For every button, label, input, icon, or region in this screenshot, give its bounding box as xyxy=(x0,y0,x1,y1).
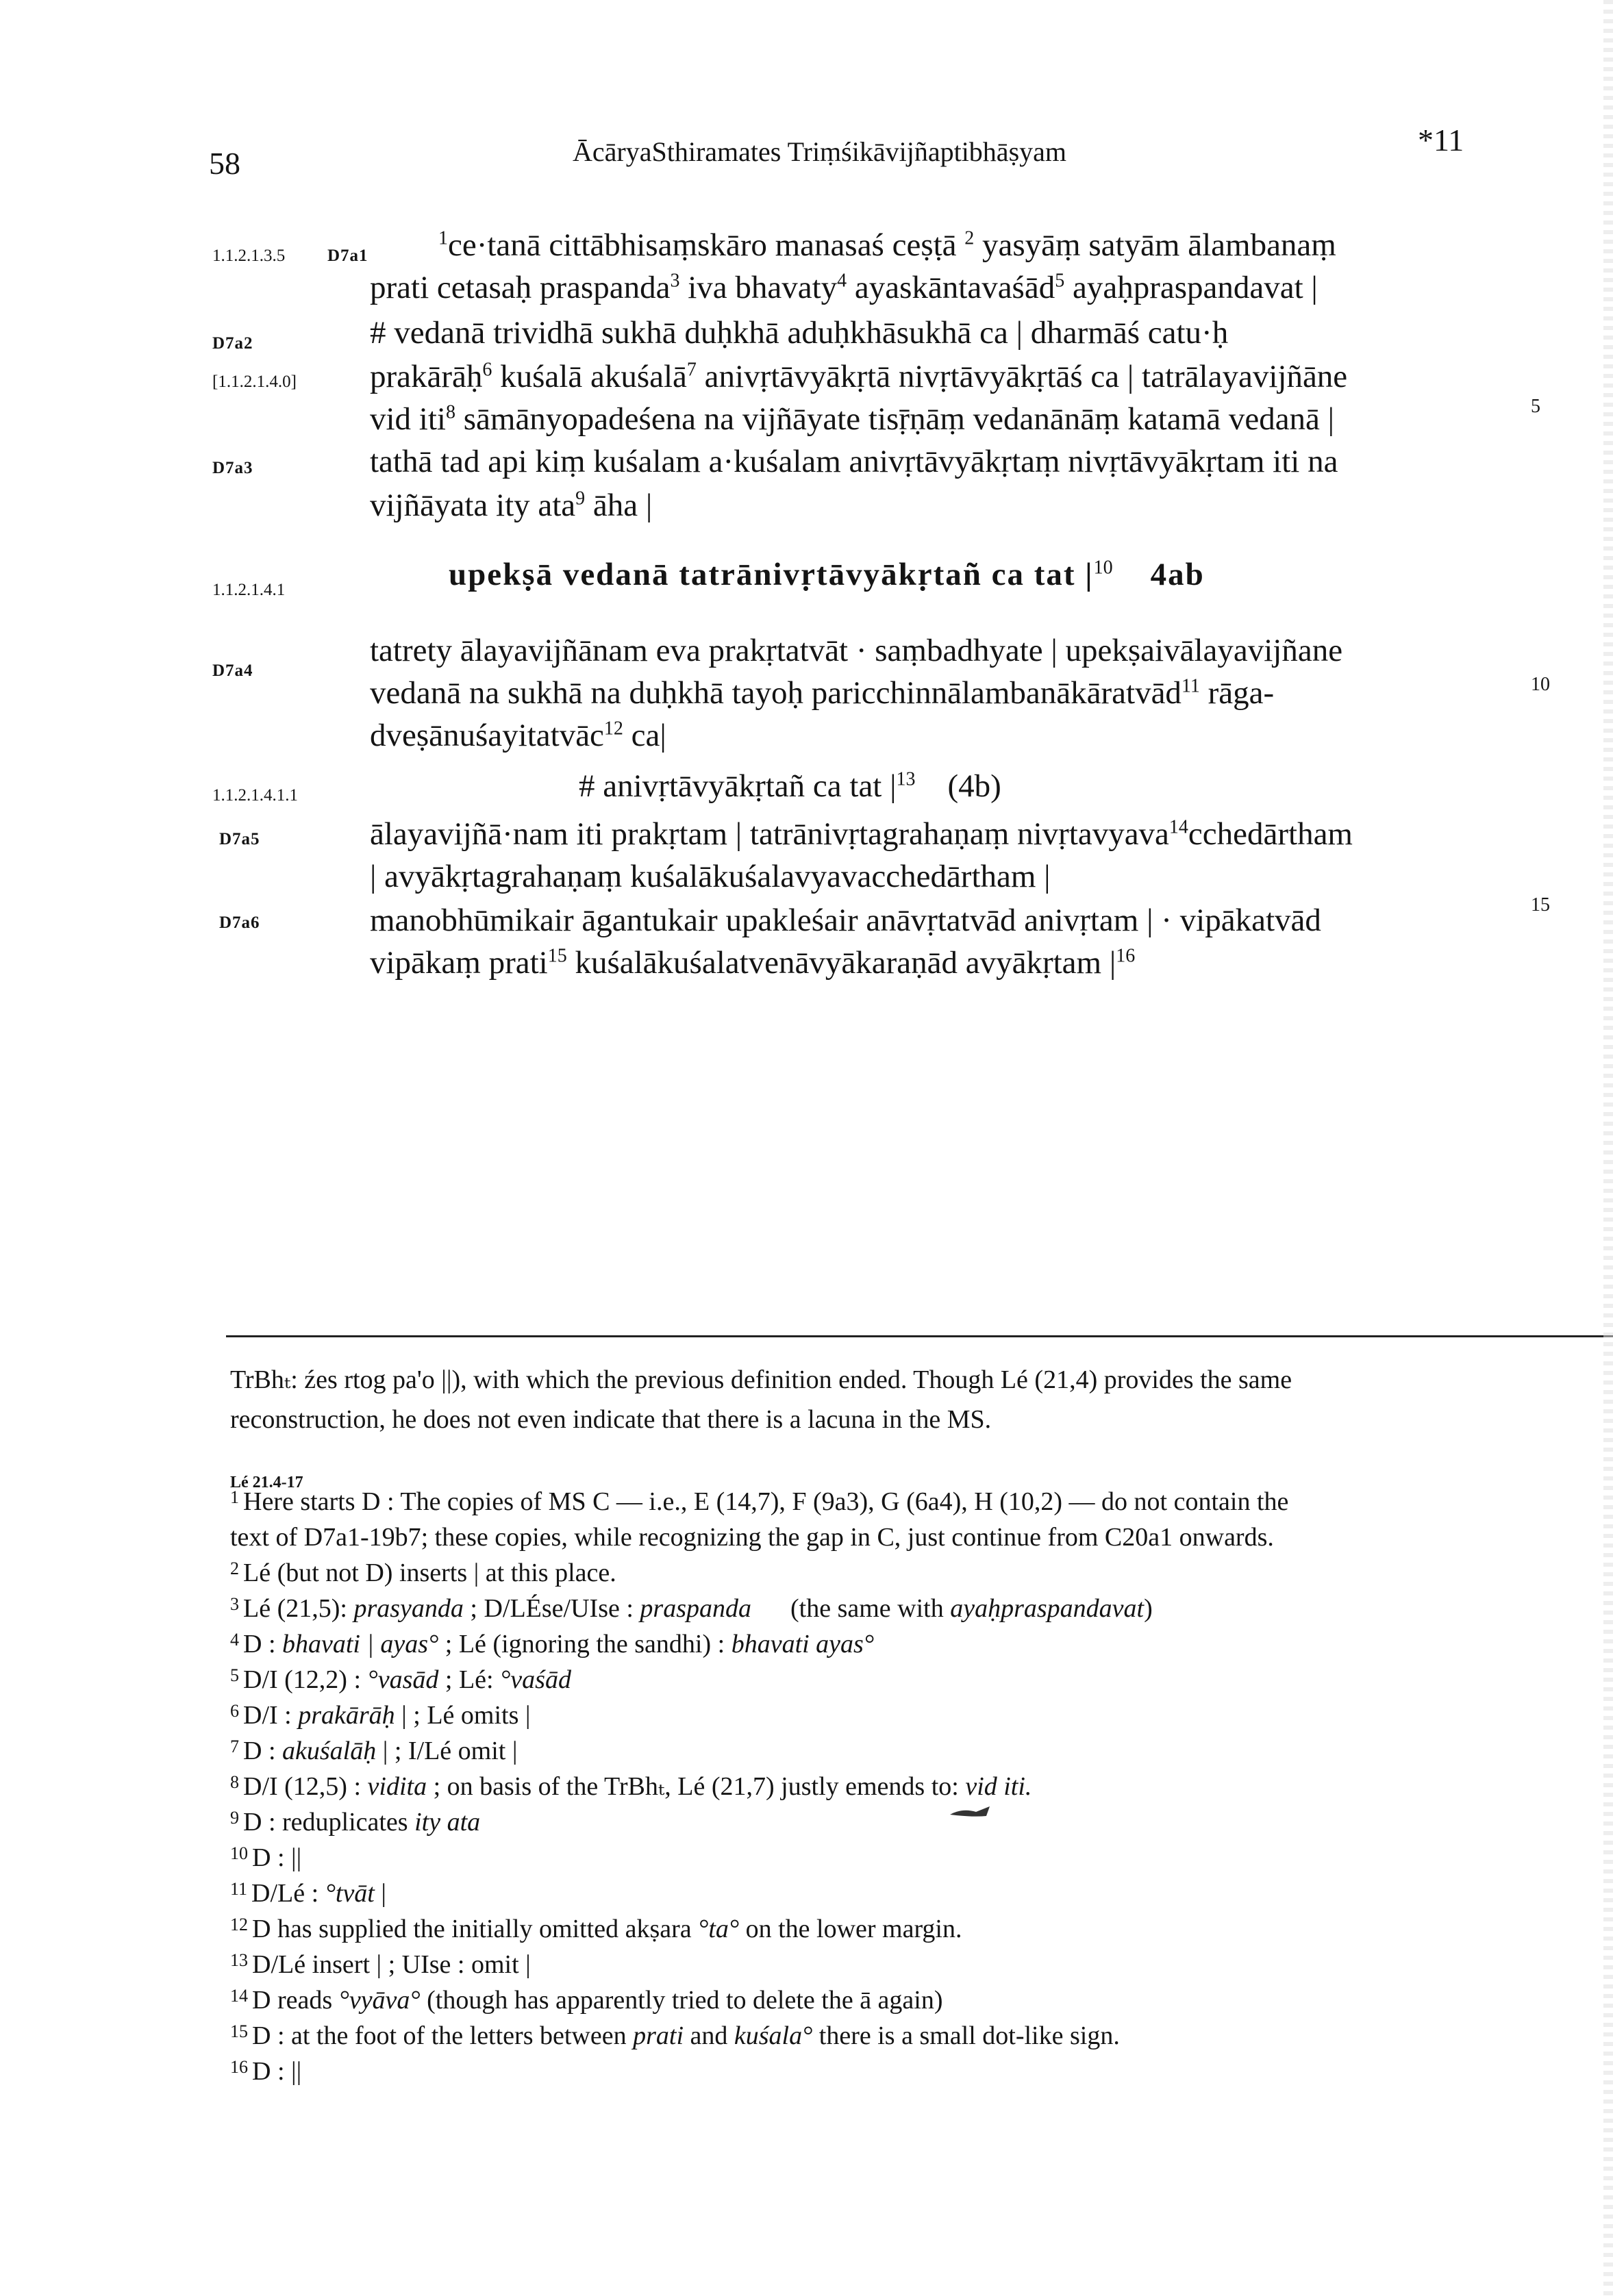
verse-reference: (4b) xyxy=(947,768,1001,804)
footnote-ref: 10 xyxy=(1093,557,1113,579)
footnote-1: $^1$ Here starts D : The copies of MS C — i.e., E (14,7), F (9a3), G (6a4), H (10,2) — do not contain the xyxy=(230,1487,1289,1516)
footnote-ref: 16 xyxy=(1116,945,1136,967)
footnote-12: $^{12}$ D has supplied the initially omitted akṣara °ta° on the lower margin. xyxy=(230,1915,962,1943)
manuscript-label: D7a1 xyxy=(327,247,368,265)
footnote-ref: 8 xyxy=(445,401,455,423)
verse-line: # anivṛtāvyākṛtañ ca tat $|^{13}$ (4b) xyxy=(579,768,1001,804)
footnote-1-cont: text of D7a1-19b7; these copies, while recognizing the gap in C, just continue from C20a1 onwards. xyxy=(230,1523,1274,1552)
page-number: 58 xyxy=(209,146,240,181)
manuscript-label: D7a4 xyxy=(212,661,253,680)
footnote-10: $^{10}$ D : || xyxy=(230,1843,302,1872)
verse-reference: 4ab xyxy=(1150,557,1205,592)
footnote-6: $^6$ D/I : prakārāḥ | ; Lé omits | xyxy=(230,1701,531,1730)
footnote-divider xyxy=(226,1335,1613,1337)
section-label: 1.1.2.1.4.1 xyxy=(212,581,286,599)
footnote-9: $^9$ D : reduplicates ity ata xyxy=(230,1808,481,1837)
note-heading: Lé 21.4-17 xyxy=(230,1474,303,1491)
note-line: reconstruction, he does not even indicate that there is a lacuna in the MS. xyxy=(230,1405,992,1434)
text-line: vedanā na sukhā na duḥkhā tayoḥ paricchinnālambanākāratvād$^{11}$ rāga- xyxy=(370,675,1275,711)
footnote-ref: 9 xyxy=(575,488,586,509)
text-line: $^1$ce·tanā cittābhisaṃskāro manasaś ceṣṭā $^2$ yasyāṃ satyām ālambanaṃ xyxy=(438,227,1336,263)
section-label: [1.1.2.1.4.0] xyxy=(212,373,297,391)
footnote-ref: 1 xyxy=(438,227,448,249)
footnote-3: $^3$ Lé (21,5): prasyanda ; D/LÉse/UIse : praspanda (the same with ayaḥpraspandavat) xyxy=(230,1594,1153,1623)
footnote-16: $^{16}$ D : || xyxy=(230,2057,302,2086)
footnote-ref: 11 xyxy=(1181,675,1200,697)
section-label: 1.1.2.1.3.5 xyxy=(212,247,286,265)
footnote-ref: 3 xyxy=(670,270,680,292)
text-line: vipākaṃ prati$^{15}$ kuśalākuśalatvenāvyākaraṇād avyākṛtam $|^{16}$ xyxy=(370,945,1136,981)
footnote-8: $^8$ D/I (12,5) : vidita ; on basis of the TrBhₜ, Lé (21,7) justly emends to: vid iti. xyxy=(230,1772,1032,1801)
text-line: vijñāyata ity ata$^9$ āha | xyxy=(370,488,653,523)
note-line: TrBhₜ: źes rtog pa'o ||), with which the previous definition ended. Though Lé (21,4) provides the same xyxy=(230,1365,1292,1394)
text-line: tatrety ālayavijñānam eva prakṛtatvāt · saṃbadhyate | upekṣaivālayavijñane xyxy=(370,633,1343,668)
text-line: prakārāḥ$^6$ kuśalā akuśalā$^7$ anivṛtāvyākṛtā nivṛtāvyākṛtāś ca | tatrālayavijñāne xyxy=(370,359,1348,394)
section-label: 1.1.2.1.4.1.1 xyxy=(212,786,298,805)
footnote-ref: 6 xyxy=(482,359,492,381)
footnote-ref: 13 xyxy=(896,768,916,790)
footnote-ref: 4 xyxy=(837,270,847,292)
footnote-ref: 7 xyxy=(686,359,697,381)
footnote-ref: 2 xyxy=(964,227,975,249)
ink-smudge xyxy=(949,1801,997,1821)
text-line: manobhūmikair āgantukair upakleśair anāvṛtatvād anivṛtam | · vipākatvād xyxy=(370,903,1321,938)
manuscript-label: D7a5 xyxy=(219,830,260,848)
footnote-7: $^7$ D : akuśalāḥ | ; I/Lé omit | xyxy=(230,1737,518,1765)
line-number: 10 xyxy=(1531,674,1550,695)
footnote-ref: 14 xyxy=(1168,816,1188,838)
footnote-5: $^5$ D/I (12,2) : °vasād ; Lé: °vaśād xyxy=(230,1665,571,1694)
text-line: | avyākṛtagrahaṇaṃ kuśalākuśalavyavacchedārtham | xyxy=(370,859,1051,894)
scan-edge xyxy=(1603,0,1613,2296)
footnote-13: $^{13}$ D/Lé insert | ; UIse : omit | xyxy=(230,1950,531,1979)
folio-number: *11 xyxy=(1418,123,1464,157)
text-line: ālayavijñā·nam iti prakṛtam | tatrānivṛtagrahaṇaṃ nivṛtavyava$^{14}$cchedārtham xyxy=(370,816,1353,852)
text-line: tathā tad api kiṃ kuśalam a·kuśalam anivṛtāvyākṛtaṃ nivṛtāvyākṛtam iti na xyxy=(370,444,1338,479)
footnote-11: $^{11}$ D/Lé : °tvāt | xyxy=(230,1879,386,1908)
text-line: dveṣānuśayitatvāc$^{12}$ ca| xyxy=(370,718,666,753)
manuscript-label: D7a6 xyxy=(219,913,260,932)
footnote-2: $^2$ Lé (but not D) inserts | at this place. xyxy=(230,1559,616,1587)
footnote-ref: 5 xyxy=(1055,270,1065,292)
line-number: 5 xyxy=(1531,396,1540,417)
footnote-14: $^{14}$ D reads °vyāva° (though has apparently tried to delete the ā again) xyxy=(230,1986,943,2015)
manuscript-label: D7a3 xyxy=(212,459,253,477)
manuscript-label: D7a2 xyxy=(212,334,253,353)
text-line: prati cetasaḥ praspanda$^3$ iva bhavaty$^4$ ayaskāntavaśād$^5$ ayaḥpraspandavat | xyxy=(370,270,1318,305)
text-line: # vedanā trividhā sukhā duḥkhā aduḥkhāsukhā ca | dharmāś catu·ḥ xyxy=(370,315,1229,351)
footnote-4: $^4$ D : bhavati | ayas° ; Lé (ignoring the sandhi) : bhavati ayas° xyxy=(230,1630,875,1658)
footnote-15: $^{15}$ D : at the foot of the letters between prati and kuśala° there is a small dot-like sign. xyxy=(230,2021,1120,2050)
footnote-ref: 15 xyxy=(547,945,567,967)
running-title: ĀcāryaSthiramates Triṃśikāvijñaptibhāṣyam xyxy=(573,136,1066,167)
footnote-ref: 12 xyxy=(603,718,623,740)
verse-line: upekṣā vedanā tatrānivṛtāvyākṛtañ ca tat $|^{10}$ 4ab xyxy=(449,557,1205,592)
text-line: vid iti$^8$ sāmānyopadeśena na vijñāyate tisṝṇāṃ vedanānāṃ katamā vedanā | xyxy=(370,401,1335,437)
line-number: 15 xyxy=(1531,894,1550,916)
